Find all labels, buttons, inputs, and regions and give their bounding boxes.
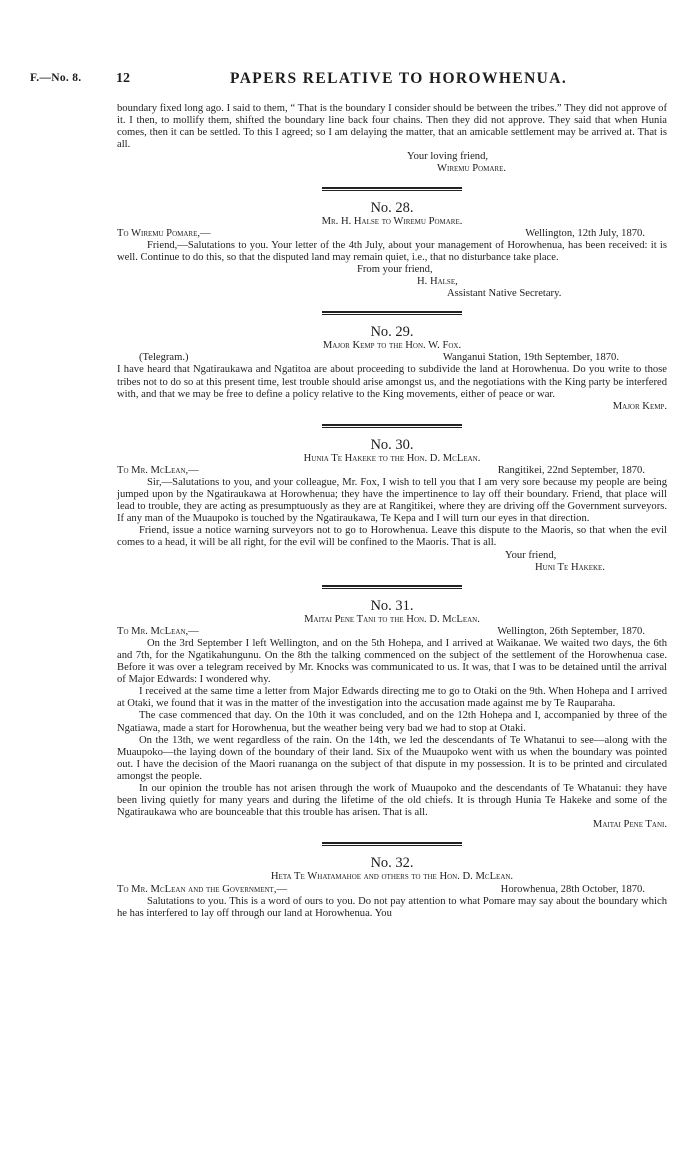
letter-place-date: Wellington, 12th July, 1870. — [525, 227, 645, 239]
letter-address-line — [117, 228, 667, 240]
letter-paragraph: On the 13th, we went regardless of the rain. On the 14th, we led the descendants of Te Whatanui to see—along with the Muaupoko—the laying down of the boundary of their land. Six of the Muaupoko went with us when the boundary was pointed out. I have the decision of the Maori ruananga on the subject of that dispute in my possession. It is to be printed and circulated amongst the people. — [117, 734, 667, 782]
letter-recipient: To Mr. McLean,— — [117, 464, 199, 476]
letter-paragraph: Salutations to you. This is a word of ours to you. Do not pay attention to what Pomare may say about the boundary which he has interfered to lay off through our land at Horowhenua. You — [117, 895, 667, 919]
letter-address-line — [117, 465, 667, 477]
letter-closing: Your friend, — [505, 549, 557, 561]
page-title: PAPERS RELATIVE TO HOROWHENUA. — [230, 70, 568, 87]
letter-paragraph: I received at the same time a letter from Major Edwards directing me to go to Otaki on the 9th. When Hohepa and I arrived at Otaki, we found that it was in the matter of the investigation into the accusation made against me by Te Rauparaha. — [117, 686, 667, 710]
letter-heading: Maitai Pene Tani to the Hon. D. McLean. — [304, 613, 480, 625]
letter-signature: Maitai Pene Tani. — [592, 819, 667, 831]
letter-signature: Major Kemp. — [612, 400, 667, 412]
page-number: 12 — [116, 71, 130, 86]
letter-heading: Major Kemp to the Hon. W. Fox. — [322, 340, 462, 352]
letter-number: No. 30. — [370, 436, 414, 453]
document-reference: F.—No. 8. — [30, 72, 82, 84]
letter-paragraph: Sir,—Salutations to you, and your colleague, Mr. Fox, I wish to tell you that I am very sore because my people are being jumped upon by the Ngatiraukawa at Horowhenua; they have the impertinence to lay off their boundary. Friend, that place will lead to trouble, they are acting as presumptuously as they are at Rangitikei, where they are driving off the Government surveyors. If any man of the Muaupoko is touched by the Ngatiraukawa, Te Kepa and I will turn our eyes in that direction. — [117, 476, 667, 525]
section-divider — [322, 424, 462, 428]
letter-recipient: To Mr. McLean,— — [117, 625, 199, 637]
letter-number: No. 29. — [370, 324, 414, 341]
section-divider — [322, 187, 462, 191]
document-body — [117, 103, 667, 920]
letter-signatory-title: Assistant Native Secretary. — [447, 288, 562, 300]
letter-place-date: Horowhenua, 28th October, 1870. — [500, 883, 645, 895]
letter-recipient: To Mr. McLean and the Government,— — [117, 883, 288, 895]
letter-paragraph: In our opinion the trouble has not arisen through the work of Muaupoko and the descendants of Te Whatanui: they have been living quietly for many years and during the lifetime of the old chiefs. It is through Hunia Te Hakeke and some of the Ngatiraukawa who are bounceable that this trouble has arisen. That is all. — [117, 783, 667, 819]
letter-paragraph: I have heard that Ngatiraukawa and Ngatitoa are about proceeding to subdivide the land at Horowhenua. Do you write to those tribes not to do so at this present time, lest trouble should arise amongst us, and the negotiations with the King party be interfered with, and that we may be free to define a policy relative to the King movements, either of peace or war. — [117, 364, 667, 400]
letter-number: No. 31. — [370, 597, 414, 614]
continuation-signature: Wiremu Pomare. — [437, 163, 507, 175]
letter-number: No. 32. — [370, 855, 414, 872]
letter-address-line — [117, 884, 667, 896]
letter-heading: Hunia Te Hakeke to the Hon. D. McLean. — [303, 452, 481, 464]
letter-address-line — [117, 352, 667, 364]
page-header — [30, 72, 670, 92]
letter-heading: Mr. H. Halse to Wiremu Pomare. — [321, 215, 463, 227]
letter-paragraph: On the 3rd September I left Wellington, and on the 5th Hohepa, and I arrived at Waikanae. We waited two days, the 6th and 7th, for the Ngatikahungunu. On the 8th the talking commenced on the subject of the settlement of the Horowhenua case. Before it was over a telegram received by Mr. Knocks was communicated to us. It was, that I was to be detained until the arrival of Major Edwards: I wondered why. — [117, 637, 667, 686]
letter-recipient: To Wiremu Pomare,— — [117, 227, 211, 239]
section-divider — [322, 842, 462, 846]
letter-paragraph: The case commenced that day. On the 10th it was concluded, and on the 12th Hohepa and I, accompanied by three of the Ngatiawa, made a start for Horowhenua, but the weather being very bad we had to stop at Otaki. — [117, 710, 667, 734]
letter-signature: H. Halse, — [417, 276, 458, 288]
letter-paragraph: Friend, issue a notice warning surveyors not to go to Horowhenua. Leave this dispute to the Maoris, so that when the evil comes to a head, it will be all right, for the evil will be confined to the Maoris. That is all. — [117, 525, 667, 549]
letter-paragraph: Friend,—Salutations to you. Your letter of the 4th July, about your management of Horowhenua, has been received: it is well. Continue to do this, so that the disputed land may remain quiet, i.e., that no disturbance take place. — [117, 239, 667, 263]
letter-recipient: (Telegram.) — [139, 352, 189, 364]
continuation-closing: Your loving friend, — [407, 151, 489, 163]
letter-signature: Huni Te Hakeke. — [535, 561, 605, 573]
letter-place-date: Wanganui Station, 19th September, 1870. — [442, 352, 619, 364]
letter-place-date: Wellington, 26th September, 1870. — [497, 625, 645, 637]
letter-heading: Heta Te Whatamahoe and others to the Hon. D. McLean. — [270, 871, 514, 883]
section-divider — [322, 311, 462, 315]
section-divider — [322, 585, 462, 589]
letter-place-date: Rangitikei, 22nd September, 1870. — [497, 464, 645, 476]
letter-closing: From your friend, — [357, 263, 433, 275]
letter-number: No. 28. — [370, 199, 414, 216]
continuation-paragraph: boundary fixed long ago. I said to them, “ That is the boundary I consider should be between the tribes.” They did not approve of it. I then, to mollify them, shifted the boundary line back four chains. Then they did not approve. They said that when Hunia comes, then it can be settled. To this I agreed; so I am delaying the matter, that an amicable settlement may be arrived at. That is all. — [117, 103, 667, 151]
letter-address-line — [117, 626, 667, 638]
